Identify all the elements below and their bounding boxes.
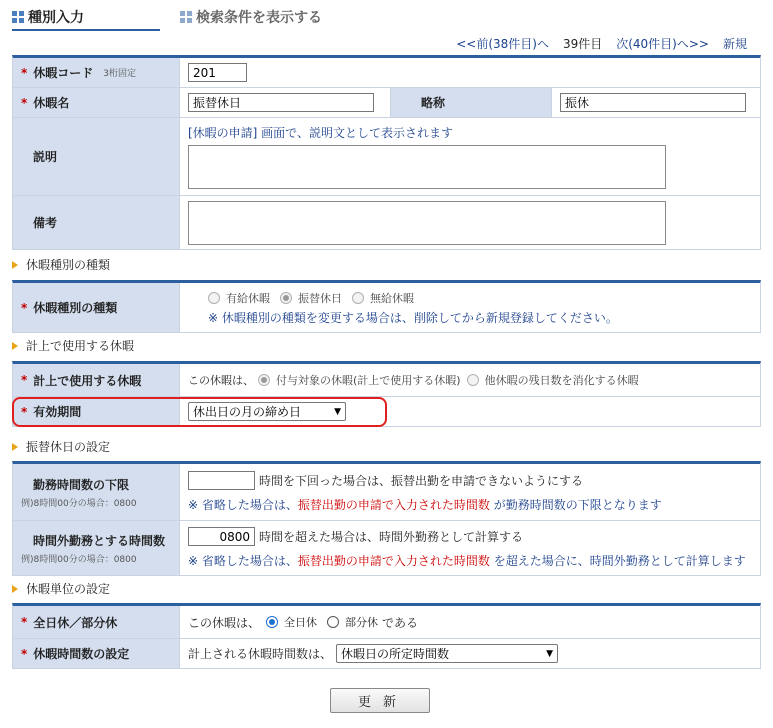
active-tab-underline [12, 29, 160, 31]
current-record: 39件目 [562, 37, 603, 51]
tab-show-search-label: 検索条件を表示する [196, 10, 322, 26]
unit-row: * 全日休／部分休 この休暇は、 全日休 部分休 である [13, 606, 760, 639]
kind-note: ※ 休暇種別の種類を変更する場合は、削除してから新規登録してください。 [208, 310, 618, 325]
triangle-icon [12, 342, 18, 350]
name-row [13, 88, 760, 118]
kind-radio-substitute[interactable]: 振替休日 [280, 290, 342, 306]
overtime-row: 時間外勤務とする時間数 例)8時間00分の場合：0800 0800 時間を超えた場合は、時間外勤務として計算する ※ 省略した場合は、振替出勤の申請で入力された時間数 を超えた場合に、時間外勤務として計算します [13, 521, 760, 576]
description-hint: [休暇の申請] 画面で、説明文として表示されます [188, 126, 453, 140]
kind-section [12, 280, 761, 333]
overtime-note: ※ 省略した場合は、振替出勤の申請で入力された時間数 を超えた場合に、時間外勤務として計算します [188, 554, 746, 568]
remarks-textarea[interactable] [188, 201, 666, 245]
description-row [13, 118, 760, 196]
subst-section-title: 振替休日の設定 [12, 438, 110, 455]
plan-radio-consume[interactable]: 他休暇の残日数を消化する休暇 [467, 372, 639, 388]
min-hours-label: 勤務時間数の下限 例)8時間00分の場合：0800 [13, 464, 180, 520]
overtime-input[interactable] [188, 527, 255, 546]
kind-radio-paid[interactable]: 有給休暇 [208, 290, 270, 306]
name-input[interactable] [188, 93, 374, 112]
min-hours-note: ※ 省略した場合は、振替出勤の申請で入力された時間数 が勤務時間数の下限となります [188, 498, 662, 512]
unit-radio-partial[interactable]: 部分休 [327, 614, 378, 630]
code-label: * 休暇コード 3桁固定 [13, 58, 180, 87]
validity-label: * 有効期間 [13, 397, 180, 426]
kind-row [13, 283, 760, 333]
tab-bar [12, 7, 322, 27]
plan-section-title: 計上で使用する休暇 [12, 337, 134, 354]
triangle-icon [12, 443, 18, 451]
update-button[interactable]: 更新 [330, 688, 430, 713]
record-pager [456, 35, 747, 52]
name-label: * 休暇名 [13, 88, 180, 117]
plan-label: * 計上で使用する休暇 [13, 364, 180, 396]
unit-section-title: 休暇単位の設定 [12, 580, 110, 597]
new-record-link[interactable]: 新規 [722, 37, 747, 51]
hours-row: * 休暇時間数の設定 計上される休暇時間数は、 休暇日の所定時間数 ▼ [13, 639, 760, 669]
triangle-icon [12, 261, 18, 269]
remarks-row [13, 196, 760, 250]
unit-label: * 全日休／部分休 [13, 606, 180, 638]
basic-section [12, 55, 761, 250]
plan-radio-grant[interactable]: 付与対象の休暇(計上で使用する休暇) [258, 372, 461, 388]
chevron-down-icon: ▼ [546, 648, 554, 659]
kind-section-title: 休暇種別の種類 [12, 256, 110, 273]
kind-label: * 休暇種別の種類 [13, 283, 180, 332]
remarks-label: 備考 [13, 196, 180, 249]
tab-show-search[interactable] [180, 7, 322, 27]
description-label: 説明 [13, 118, 180, 195]
grid-icon [180, 11, 192, 23]
description-textarea[interactable] [188, 145, 666, 189]
chevron-down-icon: ▼ [334, 406, 341, 417]
abbr-label: 略称 [390, 88, 552, 117]
plan-section [12, 361, 761, 427]
grid-icon [12, 11, 24, 23]
validity-row [13, 397, 760, 427]
min-hours-input[interactable] [188, 471, 255, 490]
tab-type-input-label: 種別入力 [28, 10, 84, 26]
prev-record-link[interactable]: <<前(38件目)へ [456, 37, 549, 51]
code-input[interactable] [188, 63, 247, 82]
min-hours-row: 勤務時間数の下限 例)8時間00分の場合：0800 時間を下回った場合は、振替出勤を申請できないようにする ※ 省略した場合は、振替出勤の申請で入力された時間数 が勤務時間数の下限となります [13, 464, 760, 521]
unit-section [12, 603, 761, 669]
hours-label: * 休暇時間数の設定 [13, 639, 180, 668]
overtime-label: 時間外勤務とする時間数 例)8時間00分の場合：0800 [13, 521, 180, 575]
abbr-input[interactable] [560, 93, 746, 112]
plan-row: * 計上で使用する休暇 この休暇は、 付与対象の休暇(計上で使用する休暇) 他休暇の残日数を消化する休暇 [13, 364, 760, 397]
kind-radio-unpaid[interactable]: 無給休暇 [352, 290, 414, 306]
unit-radio-full-day[interactable]: 全日休 [266, 614, 317, 630]
subst-section [12, 461, 761, 576]
triangle-icon [12, 585, 18, 593]
code-row [13, 58, 760, 88]
tab-type-input[interactable] [12, 7, 84, 27]
hours-select[interactable]: 休暇日の所定時間数 ▼ [336, 644, 558, 663]
validity-select[interactable]: 休出日の月の締め日 ▼ [188, 402, 346, 421]
next-record-link[interactable]: 次(40件目)へ>> [616, 37, 709, 51]
